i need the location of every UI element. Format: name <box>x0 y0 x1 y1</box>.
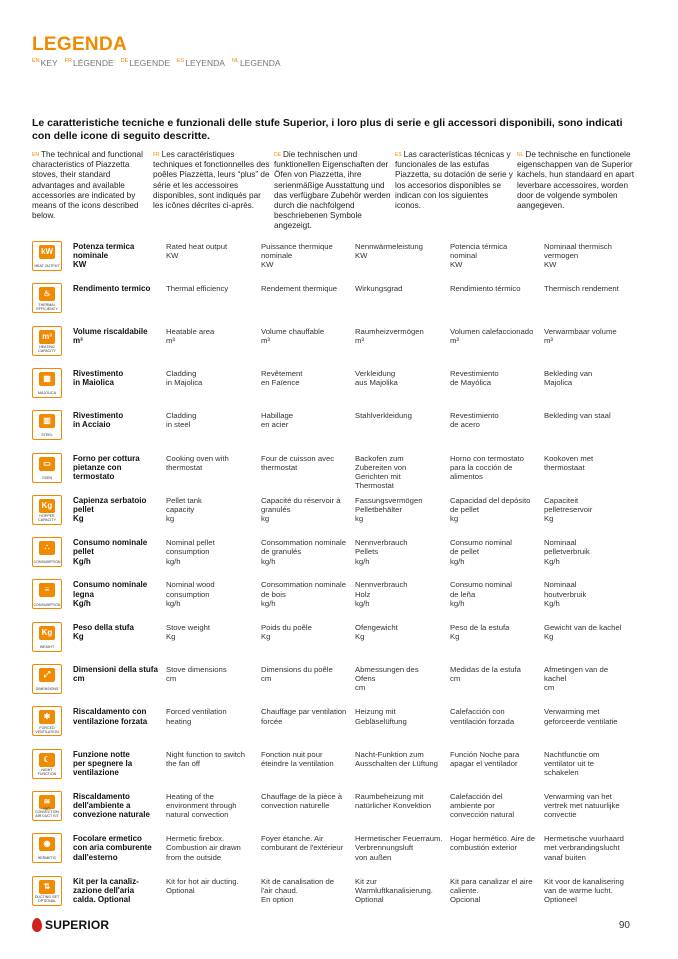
cell-fr: Rendement thermique <box>261 284 338 294</box>
legend-row <box>32 579 642 619</box>
cell-fr: Foyer étanche. Air comburant de l'extérieur <box>261 834 344 853</box>
icon-caption: NIGHT FUNCTION <box>37 768 57 776</box>
flame-icon <box>32 918 42 932</box>
intro-italian: Le caratteristiche tecniche e funzionali delle stufe Superior, i loro plus di serie e gli accessori disponibili, sono indicati con delle icone di seguito descritte. <box>32 117 623 142</box>
cell-en: Nominal pellet consumption kg/h <box>166 538 215 566</box>
cell-nl: Verwarming met geforceerde ventilatie <box>544 707 618 726</box>
cell-en: Heatable area m³ <box>166 326 215 345</box>
night-function-icon <box>32 749 62 779</box>
pellet-consumption-icon <box>32 537 62 567</box>
cell-es: Revestimiento de acero <box>450 411 499 430</box>
cell-es: Función Noche para apagar el ventilador <box>450 749 520 768</box>
cell-en: Kit for hot air ducting. Optional <box>166 876 239 895</box>
thermal-efficiency-icon <box>32 283 62 313</box>
language-list <box>32 58 281 68</box>
page-number: 90 <box>618 920 630 931</box>
cell-es: Kit para canalizar el aire caliente. Opcional <box>450 876 533 904</box>
intro-de: $^{DE}$ Die technischen und funktionellen Eigenschaften der Öfen von Piazzetta, ihre serienmäßige Ausstattung und das verfügbare Zubehör werden durch die nachfolgend beschriebenen Symbole angezeigt. <box>274 150 391 231</box>
icon-caption: CONSUMPTION <box>33 560 61 565</box>
cell-it: Riscaldamento con ventilazione forzata <box>73 707 148 726</box>
cell-de: Hermetischer Feuerraum. Verbrennungsluft von außen <box>355 834 443 862</box>
icon-caption: DIMENSIONS <box>35 687 59 692</box>
cell-en: Night function to switch the fan off <box>166 749 246 768</box>
cell-de: Nacht-Funktion zum Ausschalten der Lüftung <box>355 749 438 768</box>
icon-caption: WEIGHT <box>39 644 55 649</box>
cell-en: Thermal efficiency <box>166 284 229 294</box>
cell-nl: Verwarming van het vertrek met natuurlijke convectie <box>544 791 620 820</box>
cell-en: Cladding in Majolica <box>166 368 203 388</box>
icon-caption: DUCTING SET OPTIONAL <box>34 894 60 903</box>
legend-row <box>32 876 642 916</box>
forced-ventilation-icon <box>32 706 62 736</box>
dimensions-icon <box>32 664 62 694</box>
cell-it: Rivestimento in Maiolica <box>73 368 124 388</box>
cell-de: Wirkungsgrad <box>355 284 403 294</box>
icon-glyph: ∴ <box>39 541 55 555</box>
cell-de: Raumbeheizung mit natürlicher Konvektion <box>355 791 432 811</box>
icon-glyph: ≡ <box>39 583 55 597</box>
legend-row <box>32 791 642 831</box>
cell-fr: Revêtement en Faïence <box>261 368 303 388</box>
icon-glyph: kW <box>39 245 55 259</box>
superior-logo: SUPERIOR <box>32 918 109 932</box>
cell-fr: Chauffage de la pièce à convection naturelle <box>261 791 343 811</box>
cell-it: Riscaldamento dell'ambiente a convezione naturale <box>73 791 150 820</box>
cell-es: Potencia térmica nominal KW <box>450 242 508 270</box>
lang-es: $^{ES}$LEYENDA <box>176 58 225 68</box>
cell-fr: Poids du poêle Kg <box>261 622 312 641</box>
wood-consumption-icon <box>32 579 62 609</box>
cell-es: Medidas de la estufa cm <box>450 665 521 684</box>
icon-caption: HERMETIC <box>37 856 57 861</box>
hopper-capacity-icon <box>32 495 62 525</box>
heat-output-icon <box>32 241 62 271</box>
cell-nl: Bekleding van Majolica <box>544 368 593 388</box>
intro-en: $^{EN}$ The technical and functional characteristics of Piazzetta stoves, their standard advantages and available accessories are indicated by means of the icons described below. <box>32 150 143 221</box>
icon-caption: MAJOLICA <box>38 391 56 396</box>
cell-de: Nennverbrauch Holz kg/h <box>355 580 408 608</box>
cell-fr: Consommation nominale de bois kg/h <box>261 580 347 608</box>
cell-es: Rendimiento térmico <box>450 284 521 294</box>
cell-it: Funzione notte per spegnere la ventilazione <box>73 749 133 777</box>
cell-nl: Gewicht van de kachel Kg <box>544 622 622 641</box>
cell-it: Forno per cottura pietanze con termostato <box>73 453 140 481</box>
icon-caption: OVEN <box>41 475 53 480</box>
legend-row <box>32 622 642 662</box>
cell-en: Pellet tank capacity kg <box>166 495 202 524</box>
legend-row <box>32 664 642 704</box>
cell-nl: Kookoven met thermostaat <box>544 453 594 472</box>
legend-row <box>32 706 642 746</box>
cell-es: Calefacción con ventilación forzada <box>450 707 515 726</box>
cell-es: Horno con termostato para la cocción de alimentos <box>450 453 524 481</box>
cell-it: Rendimento termico <box>73 284 151 294</box>
icon-glyph: ▥ <box>39 414 55 428</box>
cell-es: Consumo nominal de pellet kg/h <box>450 538 512 566</box>
cell-it: Kit per la canaliz- zazione dell'aria calda. Optional <box>73 876 139 904</box>
cell-fr: Consommation nominale de granulés kg/h <box>261 538 347 566</box>
cell-es: Peso de la estufa Kg <box>450 622 510 641</box>
cell-it: Potenza termica nominale KW <box>73 242 135 270</box>
icon-caption: HOPPER CAPACITY <box>38 514 56 522</box>
lang-fr: $^{FR}$LÉGENDE <box>64 58 114 68</box>
icon-caption: FORCED VENTILATION <box>35 725 59 734</box>
icon-glyph: ♨ <box>39 287 55 301</box>
cell-de: Raumheizvermögen m³ <box>355 326 424 345</box>
cell-de: Kit zur Warmluftkanalisierung. Optional <box>355 876 433 904</box>
legend-row <box>32 368 642 408</box>
cell-de: Stahlverkleidung <box>355 411 412 421</box>
cell-nl: Nominaal houtverbruik Kg/h <box>544 580 587 608</box>
hermetic-icon <box>32 833 62 863</box>
cell-es: Consumo nominal de leña kg/h <box>450 580 512 608</box>
lang-nl: $^{NL}$LEGENDA <box>231 58 281 68</box>
cell-en: Cooking oven with thermostat <box>166 453 229 472</box>
cell-es: Capacidad del depósito de pellet kg <box>450 495 531 524</box>
cell-de: Heizung mit Gebläselüftung <box>355 707 407 726</box>
majolica-icon <box>32 368 62 398</box>
cell-fr: Dimensions du poêle cm <box>261 665 333 684</box>
cell-nl: Hermetische vuurhaard met verbrandingslucht vanaf buiten <box>544 834 624 862</box>
cell-fr: Chauffage par ventilation forcée <box>261 707 347 726</box>
cell-nl: Kit voor de kanalisering van de warme lucht. Optioneel <box>544 876 624 904</box>
icon-glyph: m³ <box>39 330 55 344</box>
legend-row <box>32 326 642 366</box>
lang-en: $^{EN}$KEY <box>32 58 58 68</box>
heating-capacity-icon <box>32 326 62 356</box>
icon-glyph: ▦ <box>39 372 55 386</box>
icon-caption: HEATING CAPACITY <box>38 345 56 353</box>
cell-en: Hermetic firebox. Combustion air drawn from the outside <box>166 834 241 862</box>
intro-fr: $^{FR}$ Les caractéristiques techniques et fonctionnelles des poêles Piazzetta, leurs “plus” de série et les accessoires disponibles, sont indiqués par les icônes décrites ci-après. <box>153 150 270 211</box>
icon-glyph: ☾ <box>39 753 55 767</box>
cell-en: Stove weight Kg <box>166 622 211 641</box>
cell-es: Volumen calefaccionado m³ <box>450 326 534 345</box>
cell-it: Capienza serbatoio pellet Kg <box>73 495 147 524</box>
icon-glyph: Kg <box>39 626 55 640</box>
intro-es: $^{ES}$ Las características técnicas y funcionales de las estufas Piazzetta, su dotación de serie y los accesorios disponibles se indican con los siguientes iconos. <box>395 150 513 211</box>
natural-convection-icon <box>32 791 62 821</box>
icon-caption: HEAT OUTPUT <box>34 264 60 269</box>
cell-nl: Thermisch rendement <box>544 284 619 294</box>
cell-it: Volume riscaldabile m³ <box>73 326 148 345</box>
legend-row <box>32 537 642 577</box>
cell-nl: Verwarmbaar volume m³ <box>544 326 617 345</box>
legend-row <box>32 410 642 450</box>
cell-it: Peso della stufa Kg <box>73 622 134 641</box>
cell-en: Heating of the environment through natural convection <box>166 791 237 820</box>
cell-nl: Bekleding van staal <box>544 411 611 421</box>
cell-nl: Nominaal pelletverbruik Kg/h <box>544 538 590 566</box>
ducting-set-icon <box>32 876 62 906</box>
icon-glyph: Kg <box>39 499 55 513</box>
icon-glyph: ◉ <box>39 837 55 851</box>
cell-it: Consumo nominale pellet Kg/h <box>73 538 148 566</box>
cell-de: Abmessungen des Ofens cm <box>355 665 419 693</box>
cell-nl: Nachtfunctie om ventilator uit te schakelen <box>544 749 600 777</box>
cell-es: Hogar hermético. Aire de combustión exterior <box>450 834 536 853</box>
oven-icon <box>32 453 62 483</box>
cell-nl: Afmetingen van de kachel cm <box>544 665 609 693</box>
cell-fr: Kit de canalisation de l'air chaud. En option <box>261 876 335 904</box>
cell-it: Consumo nominale legna Kg/h <box>73 580 148 608</box>
cell-fr: Habillage en acier <box>261 411 294 430</box>
weight-icon <box>32 622 62 652</box>
cell-de: Backofen zum Zubereiten von Gerichten mit Thermostat <box>355 453 407 491</box>
cell-it: Rivestimento in Acciaio <box>73 411 124 430</box>
icon-caption: THERMAL EFFICIENCY <box>36 302 58 311</box>
legend-row <box>32 283 642 323</box>
cell-de: Ofengewicht Kg <box>355 622 398 641</box>
legend-row <box>32 453 642 493</box>
cell-fr: Puissance thermique nominale KW <box>261 242 333 270</box>
icon-glyph: ⇅ <box>39 880 55 894</box>
legend-row <box>32 749 642 789</box>
cell-fr: Capacité du réservoir à granulés kg <box>261 495 341 524</box>
icon-glyph: ✱ <box>39 710 55 724</box>
cell-es: Calefacción del ambiente por convección natural <box>450 791 515 820</box>
cell-fr: Volume chauffable m³ <box>261 326 325 345</box>
icon-caption: NAT. CONVECTION AIR DUCT KIT <box>35 806 59 819</box>
cell-de: Verkleidung aus Majolika <box>355 368 398 388</box>
cell-fr: Four de cuisson avec thermostat <box>261 453 335 472</box>
icon-glyph: ▭ <box>39 457 55 471</box>
cell-en: Stove dimensions cm <box>166 665 227 684</box>
cell-it: Focolare ermetico con aria comburente dall'esterno <box>73 834 152 862</box>
icon-glyph: ≋ <box>39 795 55 809</box>
cell-it: Dimensioni della stufa cm <box>73 665 158 684</box>
cell-en: Rated heat output KW <box>166 242 228 261</box>
icon-caption: STEEL <box>41 433 53 438</box>
cell-fr: Fonction nuit pour éteindre la ventilation <box>261 749 334 768</box>
cell-en: Forced ventilation heating <box>166 707 227 726</box>
intro-nl: $^{NL}$ De technische en functionele eigenschappen van de Superior kachels, hun standaard en apart leverbare accessoires, worden door de volgende symbolen aangegeven. <box>517 150 634 211</box>
cell-de: Nennwärmeleistung KW <box>355 242 423 261</box>
legend-row <box>32 495 642 535</box>
icon-glyph: ⤢ <box>39 668 55 682</box>
lang-de: $^{DE}$LEGENDE <box>120 58 170 68</box>
icon-caption: CONSUMPTION <box>33 602 61 607</box>
cell-nl: Capaciteit pelletreservoir Kg <box>544 495 593 524</box>
page-title: LEGENDA <box>32 34 127 55</box>
cell-en: Cladding in steel <box>166 411 197 430</box>
cell-de: Nennverbrauch Pellets kg/h <box>355 538 408 566</box>
cell-en: Nominal wood consumption kg/h <box>166 580 215 608</box>
legend-row <box>32 833 642 873</box>
cell-es: Revestimiento de Mayólica <box>450 368 499 388</box>
steel-icon <box>32 410 62 440</box>
legend-row <box>32 241 642 281</box>
cell-nl: Nominaal thermisch vermogen KW <box>544 242 612 270</box>
cell-de: Fassungsvermögen Pelletbehälter kg <box>355 495 423 524</box>
